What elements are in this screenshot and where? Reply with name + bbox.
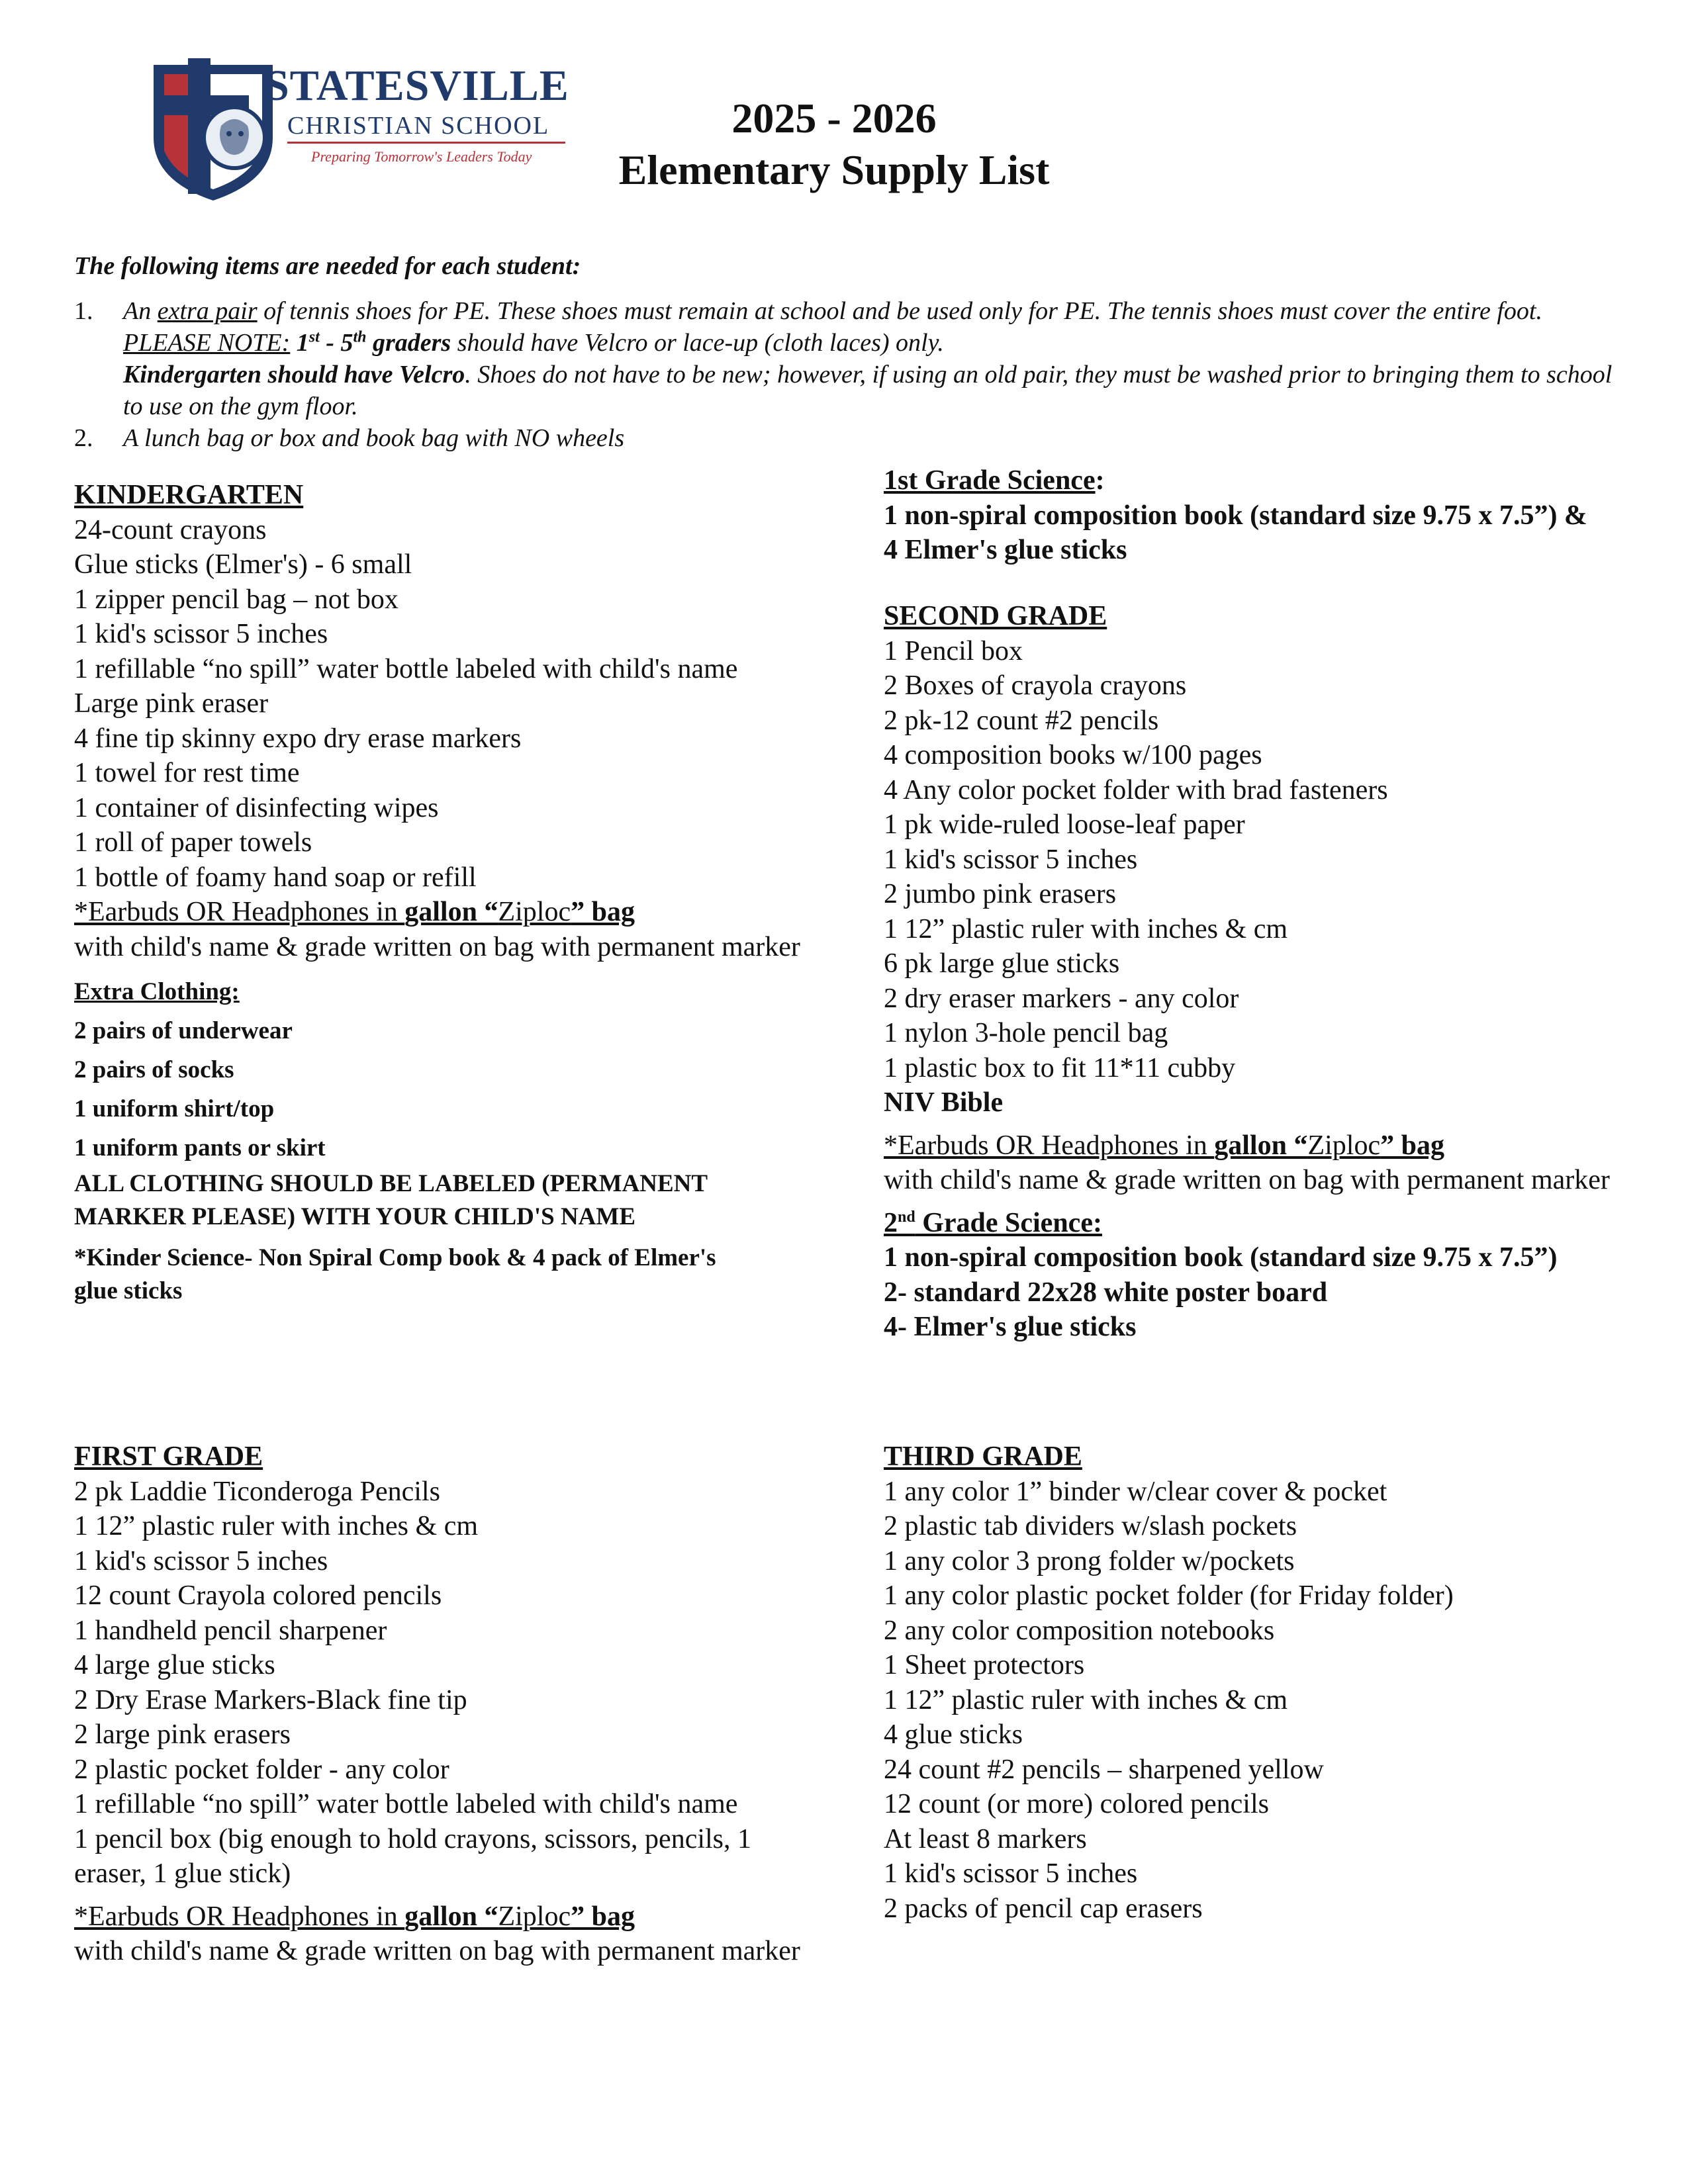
text-run: gallon “ [404, 1901, 498, 1932]
earbuds-note [884, 1128, 1678, 1163]
text-run: 1 [296, 329, 309, 357]
item-number: 1. [74, 297, 93, 325]
clothing-item: 1 uniform pants or skirt [74, 1134, 326, 1161]
supply-list [74, 1475, 868, 1891]
text-run: ” bag [1380, 1130, 1444, 1161]
list-item: 6 pk large glue sticks [884, 948, 1120, 979]
text-run: 1st Grade Science [884, 465, 1096, 496]
clothing-item: 2 pairs of underwear [74, 1017, 293, 1044]
section-heading: SECOND GRADE [884, 601, 1107, 631]
logo-subtitle: CHRISTIAN SCHOOL [287, 112, 550, 140]
list-item: 2 Dry Erase Markers-Black fine tip [74, 1684, 467, 1715]
list-item: 1 roll of paper towels [74, 827, 312, 858]
superscript: nd [898, 1208, 915, 1226]
clothing-item: 1 uniform shirt/top [74, 1095, 275, 1122]
list-item: 1 any color 1” binder w/clear cover & pocket [884, 1476, 1387, 1507]
extra-clothing-block [74, 972, 868, 1308]
science-item: 2- standard 22x28 white poster board [884, 1277, 1328, 1308]
text-run [290, 329, 297, 357]
kinder-science-note: *Kinder Science- Non Spiral Comp book & 4 pack of Elmer's glue sticks [74, 1244, 716, 1304]
text-run: of tennis shoes for PE. These shoes must remain at school and be used only for PE. The tennis shoes must cover the entire foot. [257, 297, 1542, 325]
science-item: 4- Elmer's glue sticks [884, 1312, 1137, 1342]
text-run: Ziploc [498, 897, 571, 927]
kindergarten-section [74, 478, 868, 1308]
text-run: An [123, 297, 158, 325]
list-item: 24 count #2 pencils – sharpened yellow [884, 1754, 1324, 1785]
label-clothing-note: ALL CLOTHING SHOULD BE LABELED (PERMANENT MARKER PLEASE) WITH YOUR CHILD'S NAME [74, 1170, 708, 1230]
text-run: ” bag [571, 1901, 635, 1932]
earbuds-instruction: with child's name & grade written on bag with permanent marker [74, 931, 800, 962]
text-run: Ziploc [498, 1901, 571, 1932]
supply-list [884, 1475, 1678, 1927]
first-grade-science-section [884, 463, 1678, 568]
section-heading: KINDERGARTEN [74, 480, 304, 510]
list-item: 1 pk wide-ruled loose-leaf paper [884, 809, 1245, 840]
logo-divider [287, 142, 565, 144]
section-heading [884, 463, 1678, 498]
text-run: . Shoes do not have to be new; however, if using an old pair, they must be washed prior to bringing them to school to use on the gym floor. [123, 361, 1613, 420]
intro-list [74, 295, 1617, 454]
second-grade-section [884, 599, 1678, 1345]
list-item: 2 plastic tab dividers w/slash pockets [884, 1511, 1297, 1541]
text-run: gallon “ [1214, 1130, 1308, 1161]
list-item: 1 Sheet protectors [884, 1650, 1085, 1680]
list-item: Glue sticks (Elmer's) - 6 small [74, 549, 412, 580]
earbuds-instruction: with child's name & grade written on bag with permanent marker [74, 1936, 800, 1966]
list-item: 1 bottle of foamy hand soap or refill [74, 862, 477, 893]
extra-clothing-heading: Extra Clothing: [74, 978, 240, 1005]
intro-lead: The following items are needed for each student: [74, 252, 581, 280]
bible-item: NIV Bible [884, 1087, 1004, 1118]
list-item: 2 jumbo pink erasers [884, 879, 1117, 909]
text-run: - 5 [319, 329, 353, 357]
list-item: 12 count Crayola colored pencils [74, 1580, 442, 1611]
intro-section [74, 250, 1617, 454]
section-heading: FIRST GRADE [74, 1441, 263, 1472]
text-run: ” bag [571, 897, 635, 927]
intro-item-2 [74, 422, 1617, 454]
list-item: 1 12” plastic ruler with inches & cm [884, 913, 1288, 944]
list-item: 1 refillable “no spill” water bottle labeled with child's name [74, 1789, 738, 1819]
earbuds-instruction: with child's name & grade written on bag with permanent marker [884, 1165, 1610, 1195]
superscript: th [353, 328, 367, 346]
list-item: 1 nylon 3-hole pencil bag [884, 1018, 1168, 1048]
intro-item-1 [74, 295, 1617, 422]
item-number: 2. [74, 424, 93, 452]
supply-list [884, 634, 1678, 1086]
list-item: 1 towel for rest time [74, 758, 300, 788]
list-item: 12 count (or more) colored pencils [884, 1789, 1269, 1819]
list-item: 1 any color plastic pocket folder (for Friday folder) [884, 1580, 1454, 1611]
clothing-item: 2 pairs of socks [74, 1056, 234, 1083]
list-item: 2 pk Laddie Ticonderoga Pencils [74, 1476, 440, 1507]
section-heading: THIRD GRADE [884, 1441, 1082, 1472]
third-grade-section [884, 1439, 1678, 1926]
science-item: 4 Elmer's glue sticks [884, 535, 1127, 565]
text-run: gallon “ [404, 897, 498, 927]
text-run: graders [366, 329, 451, 357]
list-item: 2 large pink erasers [74, 1719, 291, 1750]
list-item: 2 packs of pencil cap erasers [884, 1893, 1203, 1924]
logo-name: STATESVILLE [265, 62, 569, 110]
first-grade-section [74, 1439, 868, 1969]
school-logo [147, 52, 571, 204]
list-item: 1 pencil box (big enough to hold crayons, scissors, pencils, 1 eraser, 1 glue stick) [74, 1823, 752, 1889]
list-item: 4 glue sticks [884, 1719, 1023, 1750]
shield-cross-lion-icon [147, 52, 279, 204]
text-run: *Earbuds OR Headphones in [884, 1130, 1215, 1161]
list-item: 2 dry eraser markers - any color [884, 983, 1239, 1014]
extra-pair-text: extra pair [157, 297, 258, 325]
text-run: should have Velcro or lace-up (cloth laces) only. [451, 329, 944, 357]
list-item: 1 container of disinfecting wipes [74, 792, 439, 823]
grades-text [297, 329, 451, 357]
kindergarten-velcro-text: Kindergarten should have Velcro [123, 361, 465, 388]
page-title [530, 93, 1139, 196]
supply-list [74, 513, 868, 895]
list-item: At least 8 markers [884, 1823, 1087, 1854]
text-run: *Earbuds OR Headphones in [74, 897, 405, 927]
list-item: 1 kid's scissor 5 inches [884, 1858, 1138, 1889]
list-item: 4 composition books w/100 pages [884, 740, 1262, 770]
list-item: 1 any color 3 prong folder w/pockets [884, 1545, 1295, 1576]
list-item: 2 pk-12 count #2 pencils [884, 705, 1159, 736]
school-year: 2025 - 2026 [731, 95, 937, 142]
text-run: : [1095, 465, 1105, 496]
text-run: *Earbuds OR Headphones in [74, 1901, 405, 1932]
science-heading [884, 1206, 1678, 1241]
list-item: Large pink eraser [74, 688, 269, 719]
item-text: A lunch bag or box and book bag with NO wheels [123, 424, 625, 452]
science-item: 1 non-spiral composition book (standard size 9.75 x 7.5”) & [884, 500, 1587, 531]
list-item: 1 handheld pencil sharpener [74, 1615, 387, 1646]
list-item: 24-count crayons [74, 514, 267, 545]
logo-tagline: Preparing Tomorrow's Leaders Today [311, 148, 532, 165]
science-item: 1 non-spiral composition book (standard size 9.75 x 7.5”) [884, 1242, 1558, 1273]
list-item: 1 plastic box to fit 11*11 cubby [884, 1052, 1236, 1083]
list-item: 4 fine tip skinny expo dry erase markers [74, 723, 522, 754]
list-item: 1 kid's scissor 5 inches [884, 844, 1138, 875]
text-run: Grade Science: [915, 1207, 1102, 1238]
list-item: 1 12” plastic ruler with inches & cm [74, 1511, 479, 1541]
list-item: 1 kid's scissor 5 inches [74, 619, 328, 649]
list-item: 1 zipper pencil bag – not box [74, 584, 399, 615]
list-item: 2 Boxes of crayola crayons [884, 670, 1187, 701]
list-item: 4 large glue sticks [74, 1650, 275, 1680]
list-item: 4 Any color pocket folder with brad fasteners [884, 774, 1388, 805]
text-run: Ziploc [1307, 1130, 1381, 1161]
list-item: 1 Pencil box [884, 635, 1023, 666]
list-item: 1 refillable “no spill” water bottle labeled with child's name [74, 653, 738, 684]
second-grade-science [884, 1206, 1678, 1345]
earbuds-note [74, 895, 868, 930]
list-item: 2 plastic pocket folder - any color [74, 1754, 449, 1785]
text-run: 2 [884, 1207, 898, 1238]
earbuds-note [74, 1899, 868, 1934]
superscript: st [308, 328, 320, 346]
list-item: 1 kid's scissor 5 inches [74, 1545, 328, 1576]
list-item: 2 any color composition notebooks [884, 1615, 1275, 1646]
list-item: 1 12” plastic ruler with inches & cm [884, 1684, 1288, 1715]
document-title: Elementary Supply List [618, 146, 1050, 193]
please-note-text: PLEASE NOTE: [123, 329, 291, 357]
